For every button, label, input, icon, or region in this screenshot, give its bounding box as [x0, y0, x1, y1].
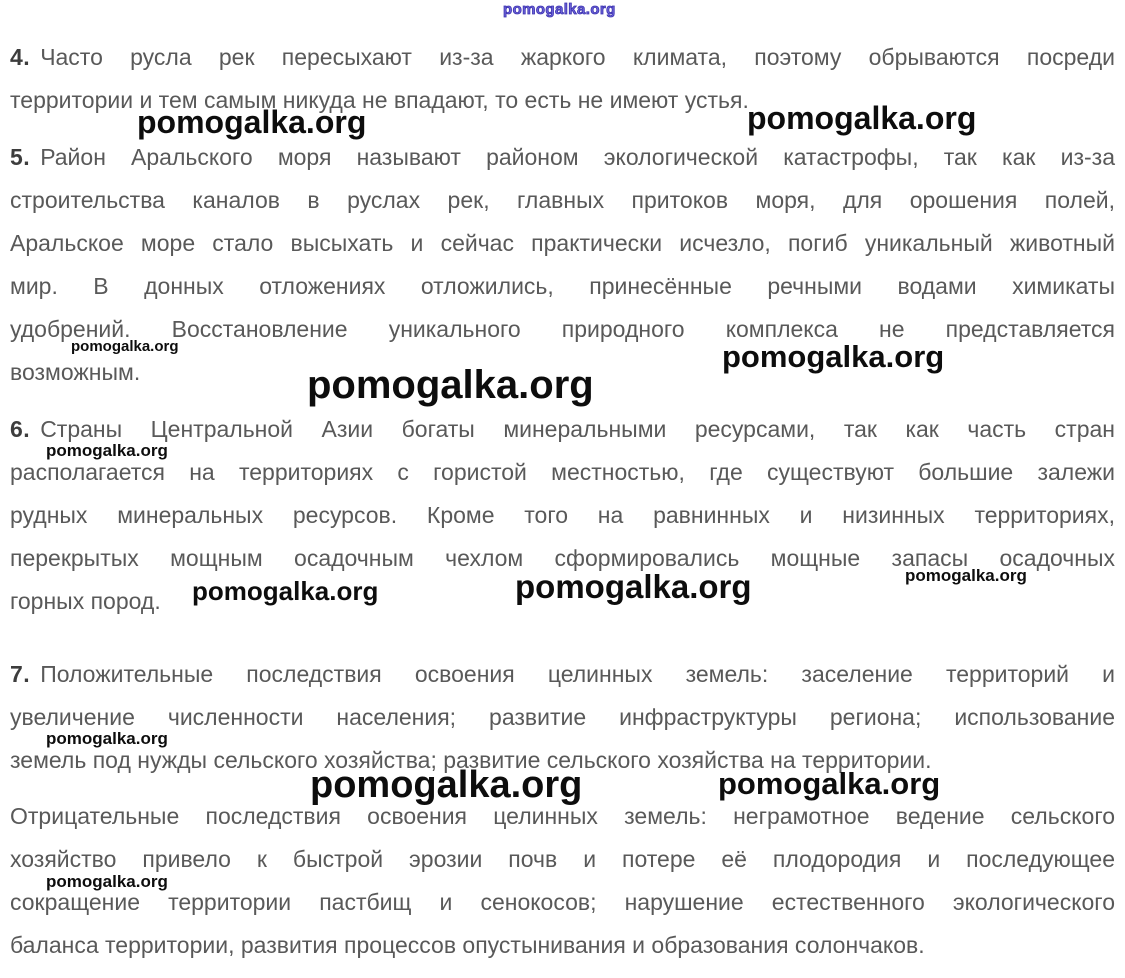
- watermark-large: pomogalka.org: [137, 104, 367, 140]
- answer-number: 5.: [10, 144, 31, 170]
- answer-number: 4.: [10, 44, 31, 70]
- text-line: Аральское море стало высыхать и сейчас практически исчезло, погиб уникальный животный: [10, 230, 1115, 256]
- text-line: Отрицательные последствия освоения целинных земель: неграмотное ведение сельского: [10, 803, 1115, 829]
- text-line: горных пород.: [10, 588, 161, 614]
- answer-paragraph-7: [10, 653, 1115, 782]
- watermark-large: pomogalka.org: [718, 766, 941, 801]
- text-line: территории и тем самым никуда не впадают, то есть не имеют устья.: [10, 87, 749, 113]
- watermark-large: pomogalka.org: [722, 339, 945, 374]
- text-line: 4. Часто русла рек пересыхают из-за жаркого климата, поэтому обрываются посреди: [10, 44, 1115, 70]
- text-line: увеличение численности населения; развитие инфраструктуры региона; использование: [10, 704, 1115, 730]
- site-watermark-header: pomogalka.org: [503, 1, 616, 18]
- answer-paragraph-5: [10, 136, 1115, 394]
- watermark-large: pomogalka.org: [515, 568, 752, 605]
- watermark-small: pomogalka.org: [46, 441, 168, 460]
- watermark-small: pomogalka.org: [46, 729, 168, 748]
- answer-number: 6.: [10, 416, 31, 442]
- text-line: сокращение территории пастбищ и сенокосов; нарушение естественного экологического: [10, 889, 1115, 915]
- text-line: строительства каналов в руслах рек, главных притоков моря, для орошения полей,: [10, 187, 1115, 213]
- text-line: 5. Район Аральского моря называют районом экологической катастрофы, так как из-за: [10, 144, 1115, 170]
- watermark-small: pomogalka.org: [46, 872, 168, 891]
- text-line: хозяйство привело к быстрой эрозии почв и потере её плодородия и последующее: [10, 846, 1115, 872]
- answer-number: 7.: [10, 661, 31, 687]
- watermark-small: pomogalka.org: [905, 566, 1027, 585]
- watermark-large: pomogalka.org: [747, 100, 977, 136]
- text-line: перекрытых мощным осадочным чехлом сформировались мощные запасы осадочных: [10, 545, 1115, 571]
- text-line: мир. В донных отложениях отложились, принесённые речными водами химикаты: [10, 273, 1115, 299]
- text-line: земель под нужды сельского хозяйства; развитие сельского хозяйства на территории.: [10, 747, 932, 773]
- text-line: 6. Страны Центральной Азии богаты минеральными ресурсами, так как часть стран: [10, 416, 1115, 442]
- watermark-small: pomogalka.org: [71, 338, 179, 355]
- watermark-large: pomogalka.org: [307, 363, 594, 407]
- text-line: 7. Положительные последствия освоения целинных земель: заселение территорий и: [10, 661, 1115, 687]
- answer-paragraph-negative: [10, 795, 1115, 967]
- text-line: располагается на территориях с гористой местностью, где существуют большие залежи: [10, 459, 1115, 485]
- text-line: баланса территории, развития процессов опустынивания и образования солончаков.: [10, 932, 925, 958]
- text-line: возможным.: [10, 359, 141, 385]
- watermark-medium: pomogalka.org: [192, 576, 379, 606]
- text-line: удобрений. Восстановление уникального природного комплекса не представляется: [10, 316, 1115, 342]
- text-line: рудных минеральных ресурсов. Кроме того на равнинных и низинных территориях,: [10, 502, 1115, 528]
- watermark-large: pomogalka.org: [310, 764, 583, 806]
